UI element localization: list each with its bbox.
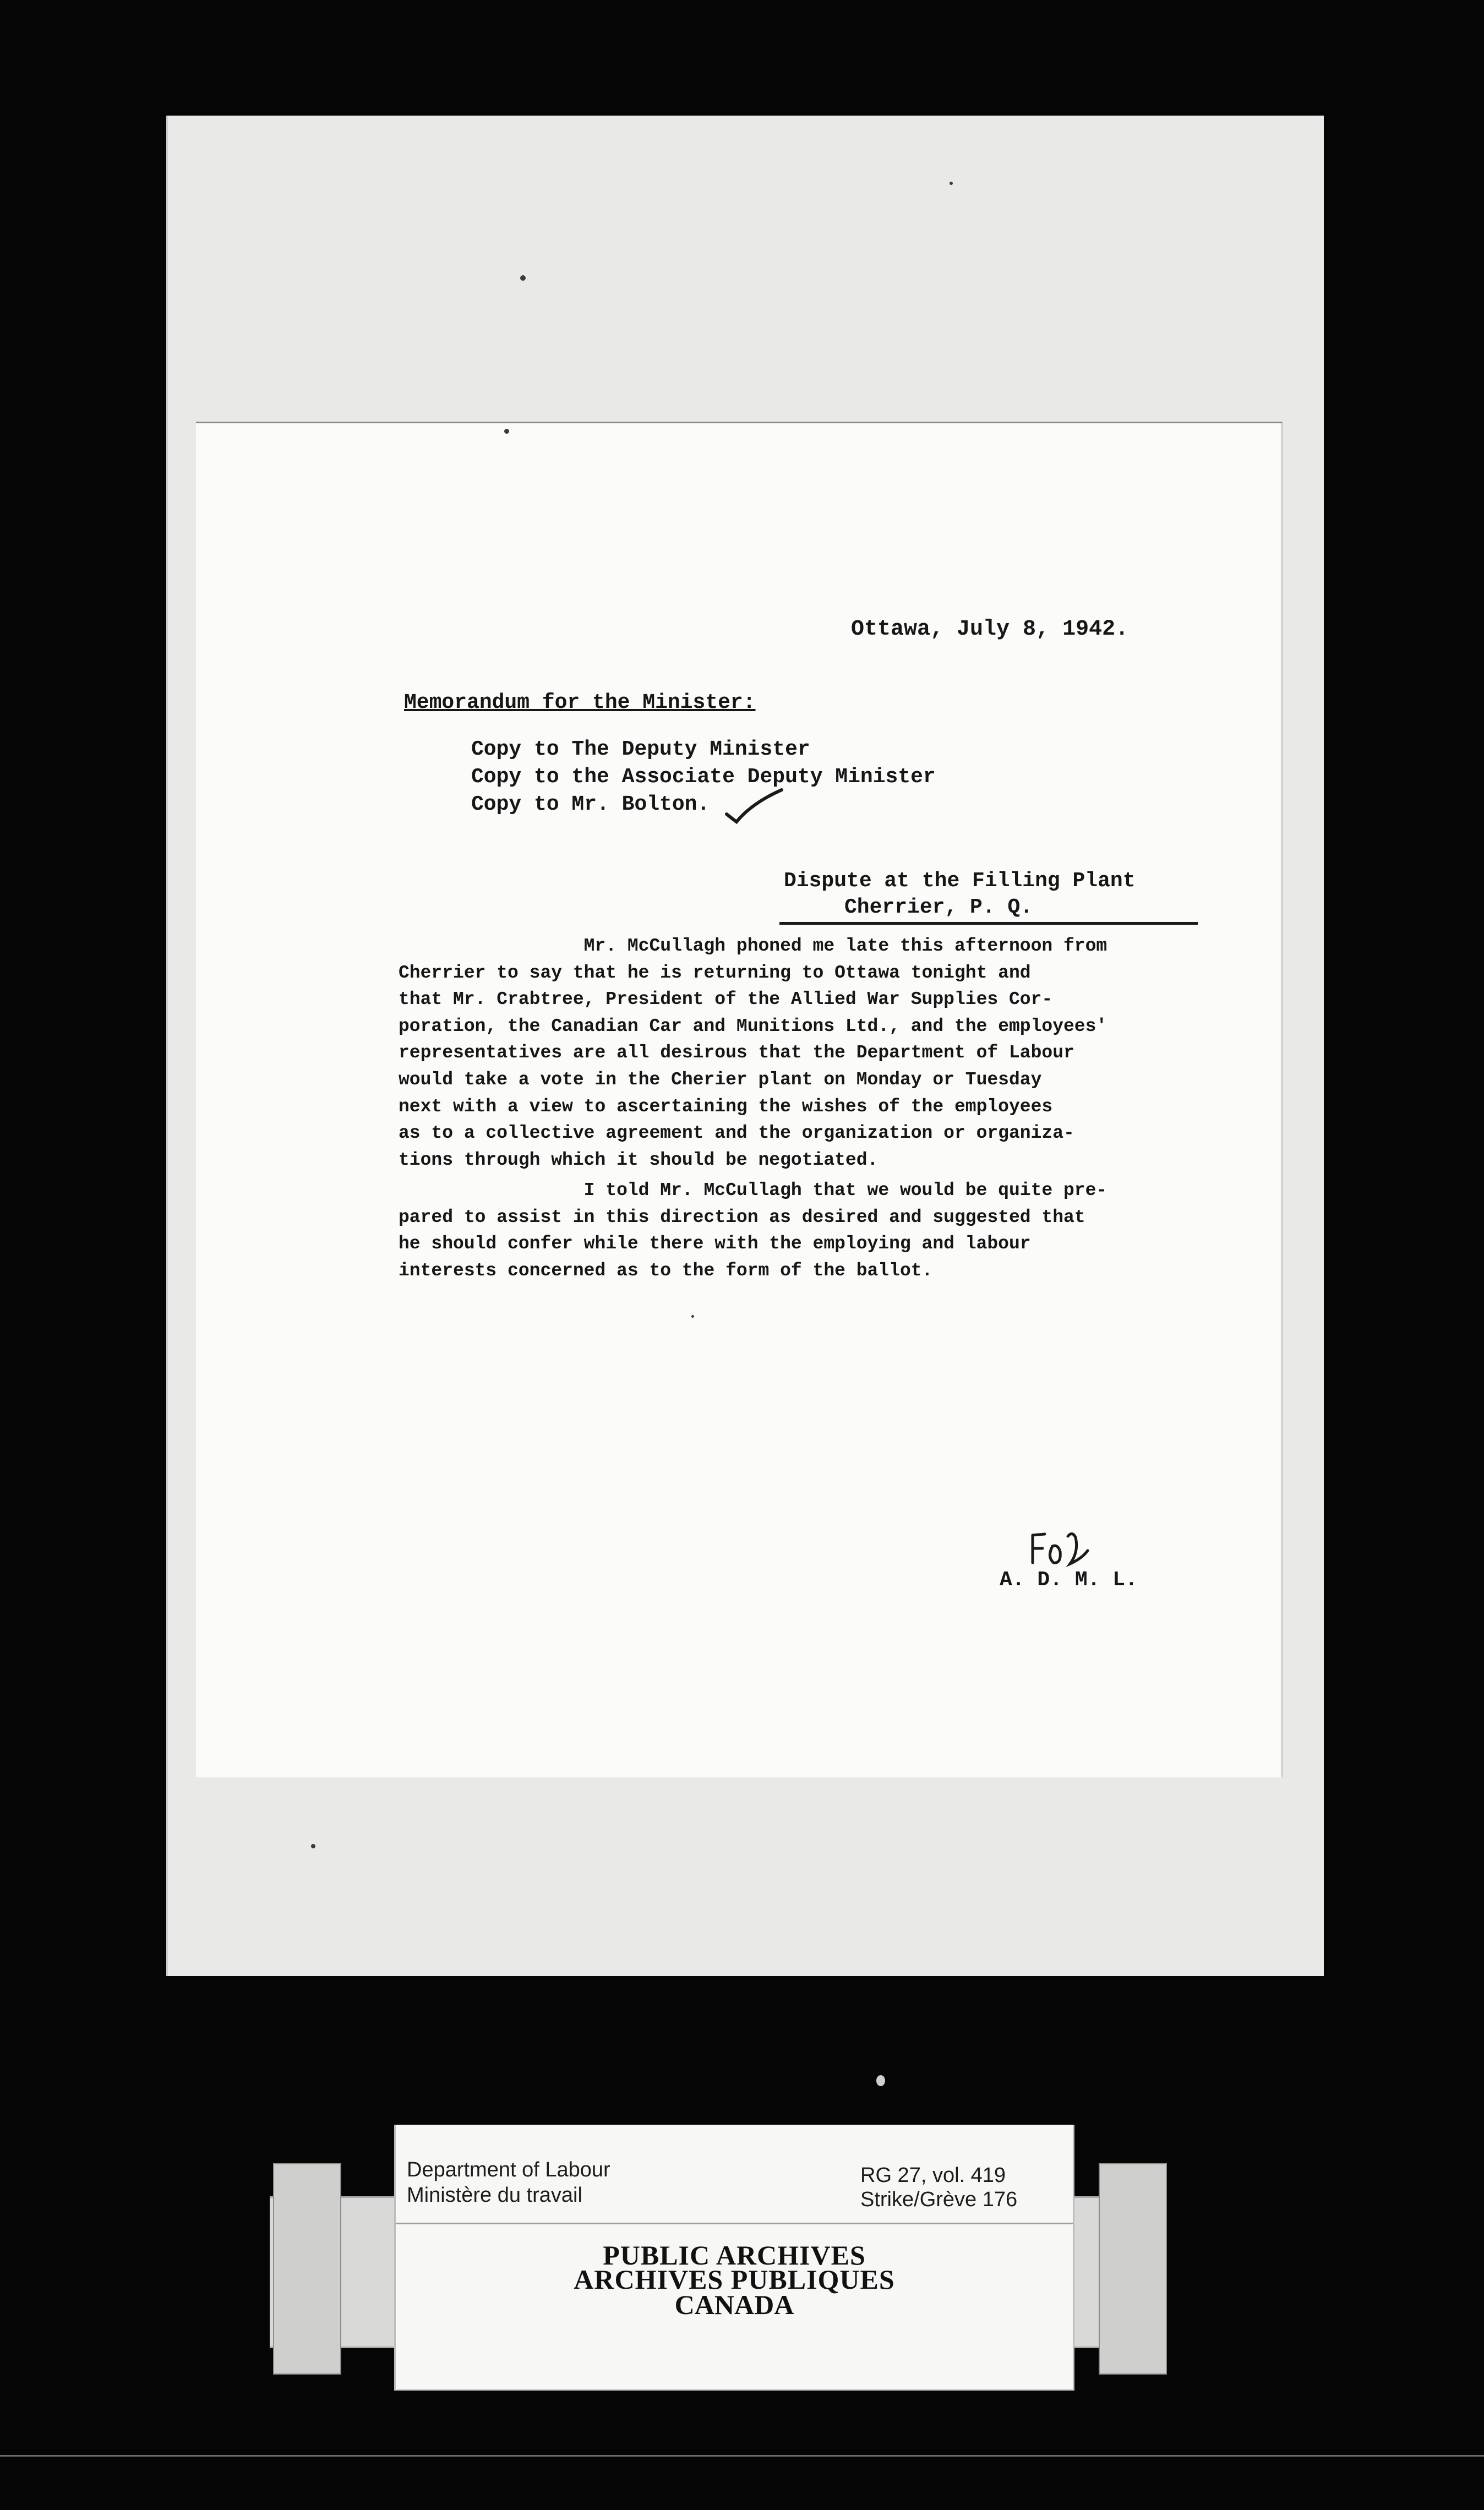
memo-paragraph-2 xyxy=(399,1177,1107,1284)
paragraph-1-line: Cherrier to say that he is returning to Ottawa tonight and xyxy=(399,962,1031,983)
paragraph-1-line: that Mr. Crabtree, President of the Allied War Supplies Cor- xyxy=(399,989,1053,1010)
paragraph-1-line: Mr. McCullagh phoned me late this afternoon from xyxy=(399,936,1107,956)
paragraph-2-line: interests concerned as to the form of the ballot. xyxy=(399,1260,933,1281)
paragraph-1-line: poration, the Canadian Car and Munitions Ltd., and the employees' xyxy=(399,1016,1107,1036)
subject-line-1: Dispute at the Filling Plant xyxy=(784,869,1136,893)
film-speck xyxy=(876,2075,885,2086)
checkmark-icon xyxy=(724,787,785,825)
memo-heading: Memorandum for the Minister: xyxy=(404,691,756,714)
memo-copy-list xyxy=(471,736,936,819)
label-holder-left-clip xyxy=(273,2163,341,2375)
paper-speck xyxy=(691,1315,694,1318)
memo-initials: A. D. M. L. xyxy=(1000,1568,1138,1592)
paragraph-2-line: he should confer while there with the employing and labour xyxy=(399,1234,1031,1254)
archives-stamp-fr: ARCHIVES PUBLIQUES xyxy=(574,2264,895,2295)
copy-line-mr-bolton: Copy to Mr. Bolton. xyxy=(471,793,710,816)
paragraph-1-line: would take a vote in the Cherier plant on Monday or Tuesday xyxy=(399,1069,1042,1090)
paper-speck xyxy=(504,429,509,434)
memo-dateline: Ottawa, July 8, 1942. xyxy=(851,617,1129,642)
label-department-en: Department of Labour xyxy=(407,2158,610,2181)
archives-stamp-country: CANADA xyxy=(674,2289,794,2320)
paper-speck xyxy=(520,275,526,281)
paper-speck xyxy=(311,1844,315,1848)
memo-signoff xyxy=(1000,1524,1143,1607)
copy-line-deputy-minister: Copy to The Deputy Minister xyxy=(471,738,810,761)
subject-underline xyxy=(779,922,1198,925)
paragraph-2-line: pared to assist in this direction as desired and suggested that xyxy=(399,1207,1085,1227)
paper-speck xyxy=(950,182,953,185)
paragraph-1-line: representatives are all desirous that the Department of Labour xyxy=(399,1043,1074,1063)
copy-line-associate-deputy-minister: Copy to the Associate Deputy Minister xyxy=(471,765,936,789)
paragraph-1-line: tions through which it should be negotiated. xyxy=(399,1149,879,1170)
paragraph-1-line: next with a view to ascertaining the wishes of the employees xyxy=(399,1096,1053,1117)
label-reference: RG 27, vol. 419 xyxy=(860,2164,1006,2187)
label-department-fr: Ministère du travail xyxy=(407,2184,582,2207)
label-holder-right-clip xyxy=(1099,2163,1167,2375)
memo-paragraph-1 xyxy=(399,933,1107,1174)
memo-subject xyxy=(784,868,1136,921)
paragraph-1-line: as to a collective agreement and the organization or organiza- xyxy=(399,1123,1074,1144)
paragraph-2-line: I told Mr. McCullagh that we would be quite pre- xyxy=(399,1180,1107,1201)
label-divider xyxy=(396,2223,1073,2224)
film-edge-line xyxy=(0,2455,1484,2457)
label-strike-number: Strike/Grève 176 xyxy=(860,2188,1018,2211)
memo-sheet xyxy=(196,422,1283,1777)
archive-label xyxy=(394,2125,1074,2391)
archives-stamp-en: PUBLIC ARCHIVES xyxy=(603,2240,866,2271)
subject-line-2: Cherrier, P. Q. xyxy=(844,896,1033,919)
